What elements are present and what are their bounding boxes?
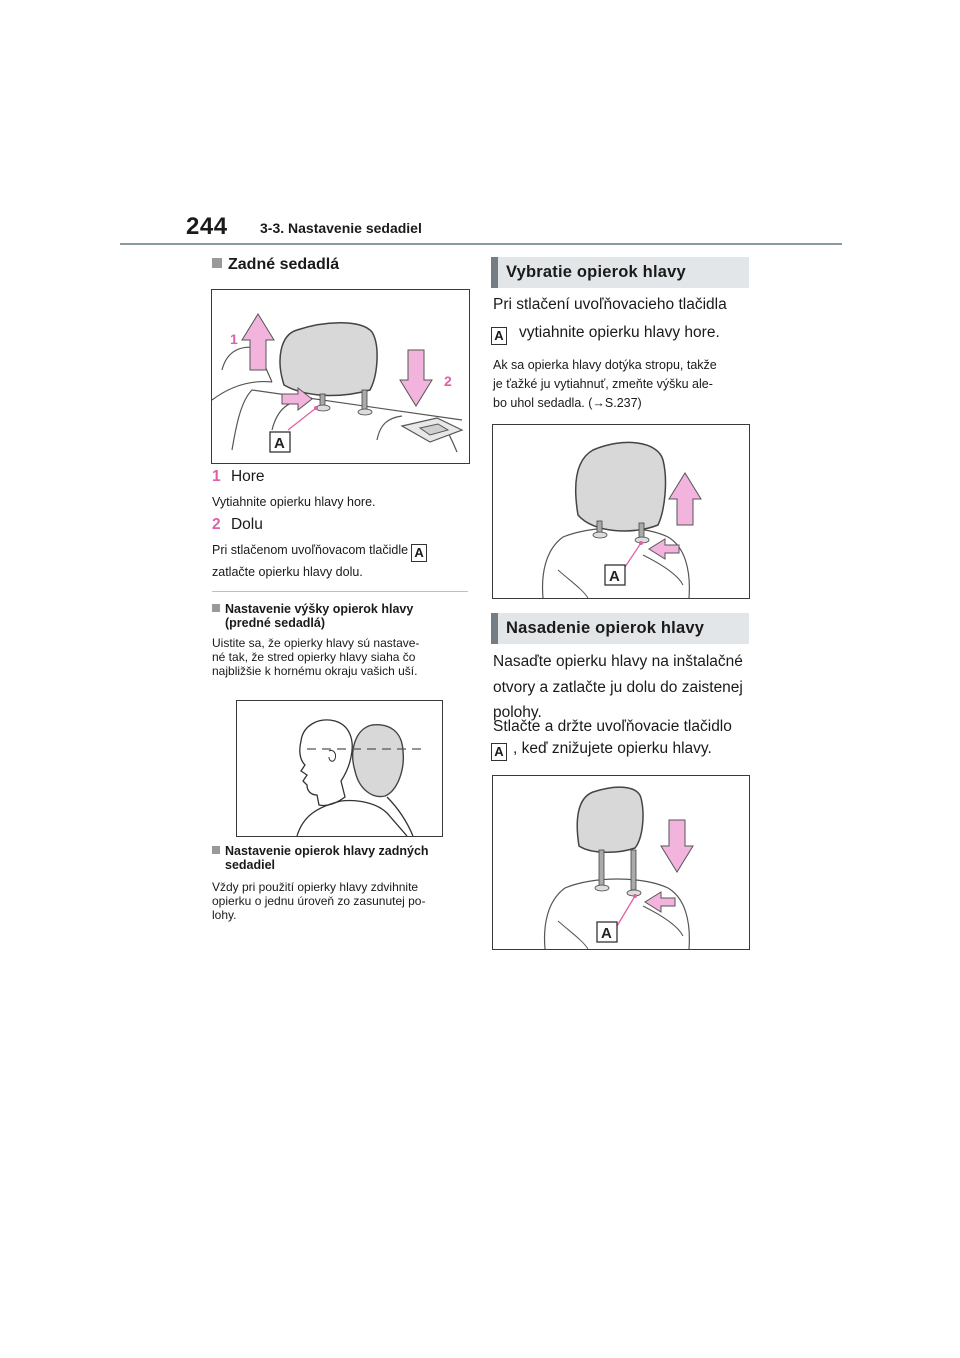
- install-title: Nasadenie opierok hlavy: [506, 619, 705, 637]
- step-1: [212, 464, 265, 490]
- step-2-desc-b: zatlačte opierku hlavy dolu.: [212, 565, 363, 579]
- step-2-number: 2: [212, 516, 221, 533]
- fig1-label-down: 2: [444, 373, 452, 389]
- fig4-callout: A: [601, 925, 612, 942]
- remove-note-1: Ak sa opierka hlavy dotýka stropu, takže: [493, 358, 717, 372]
- step-2-desc-line1: [212, 541, 430, 562]
- remove-line2: vytiahnite opierku hlavy hore.: [519, 324, 720, 341]
- remove-callout: A: [491, 327, 507, 345]
- square-bullet-icon: [212, 846, 220, 854]
- square-bullet-icon: [212, 604, 220, 612]
- remove-line1: Pri stlačení uvoľňovacieho tlačidla: [493, 296, 727, 313]
- step-2: [212, 512, 263, 538]
- section-divider: [212, 591, 468, 592]
- rear-headrest-illustration: [212, 290, 469, 463]
- step-2-title: Dolu: [230, 516, 263, 533]
- section-title: 3-3. Nastavenie sedadiel: [260, 220, 422, 236]
- rear-adjust-heading: [212, 844, 429, 858]
- page-number: 244: [186, 213, 228, 240]
- install-headrest-illustration: [493, 776, 749, 949]
- height-text-3: najbližšie k hornému okraju vašich uší.: [212, 664, 418, 678]
- square-bullet-icon: [212, 258, 222, 268]
- fig1-callout: A: [274, 435, 285, 452]
- height-text-1: Uistite sa, že opierky hlavy sú nastave-: [212, 636, 420, 650]
- figure-remove-headrest: [492, 424, 750, 599]
- step-1-desc: Vytiahnite opierku hlavy hore.: [212, 495, 376, 509]
- remove-headrest-illustration: [493, 425, 749, 598]
- remove-note-2: je ťažké ju vytiahnuť, zmeňte výšku ale-: [493, 377, 713, 391]
- remove-note-3: bo uhol sedadla. (→S.237): [493, 396, 642, 410]
- remove-headrests-banner: [491, 257, 749, 288]
- figure-install-headrest: [492, 775, 750, 950]
- rear-adj-text-2: opierku o jednu úroveň zo zasunutej po-: [212, 894, 426, 908]
- header-rule: [120, 243, 842, 245]
- fig1-label-up: 1: [230, 331, 238, 347]
- step-2-callout: A: [411, 544, 427, 562]
- height-text-2: né tak, že stred opierky hlavy siaha čo: [212, 650, 416, 664]
- rear-adj-text-3: lohy.: [212, 908, 237, 922]
- rear-adj-title-2: sedadiel: [225, 858, 276, 872]
- fig3-callout: A: [609, 568, 620, 585]
- install-line2: otvory a zatlačte ju dolu do zaistenej: [493, 679, 743, 696]
- height-adjust-heading: [212, 602, 413, 616]
- figure-rear-headrest: [211, 289, 470, 464]
- figure-head-position: [236, 700, 443, 837]
- rear-seats-heading: [212, 256, 339, 274]
- remove-title: Vybratie opierok hlavy: [506, 263, 686, 281]
- rear-seats-title: Zadné sedadlá: [228, 256, 340, 273]
- install-headrests-banner: [491, 613, 749, 644]
- install-line5: , keď znižujete opierku hlavy.: [513, 740, 712, 757]
- height-title-1: Nastavenie výšky opierok hlavy: [225, 602, 414, 616]
- install-callout: A: [491, 743, 507, 761]
- rear-adj-text-1: Vždy pri použití opierky hlavy zdvihnite: [212, 880, 419, 894]
- head-position-illustration: [237, 701, 442, 836]
- install-line4: Stlačte a držte uvoľňovacie tlačidlo: [493, 718, 732, 735]
- step-1-title: Hore: [230, 468, 265, 485]
- install-line1: Nasaďte opierku hlavy na inštalačné: [493, 653, 743, 670]
- rear-adj-title-1: Nastavenie opierok hlavy zadných: [225, 844, 429, 858]
- step-2-desc-a: Pri stlačenom uvoľňovacom tlačidle: [212, 543, 409, 557]
- remove-line2-row: [491, 320, 720, 346]
- height-title-2: (predné sedadlá): [225, 616, 326, 630]
- install-line3: polohy.: [493, 704, 542, 721]
- install-line5-row: [491, 736, 712, 762]
- step-1-number: 1: [212, 468, 221, 485]
